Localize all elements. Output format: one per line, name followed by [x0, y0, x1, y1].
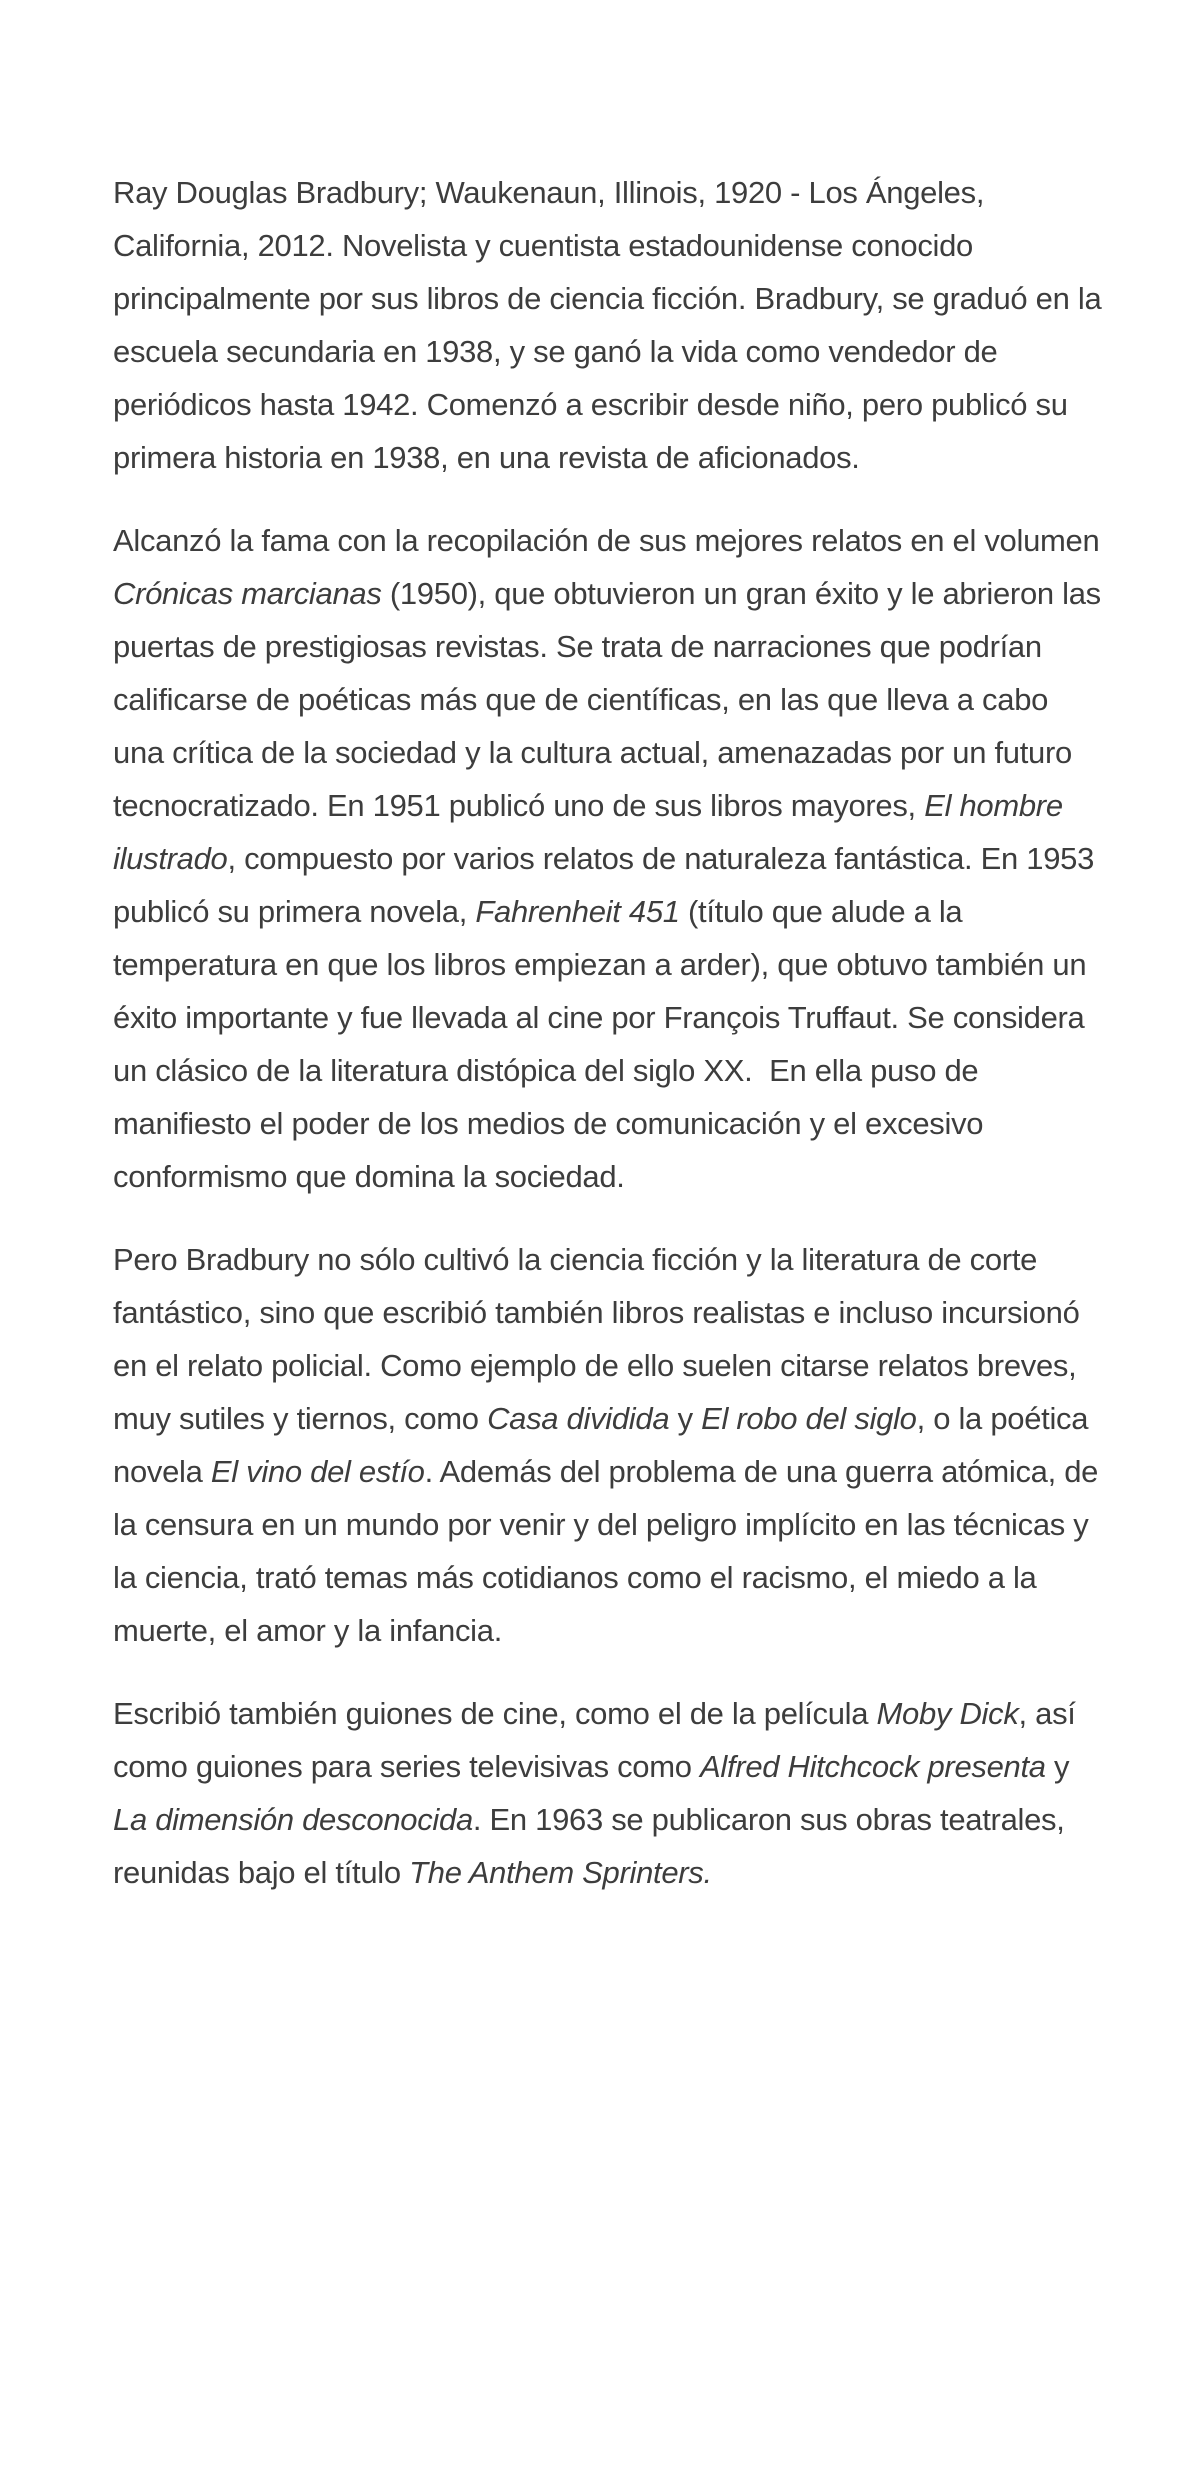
article-body — [113, 166, 1103, 1899]
text-segment: Ray Douglas Bradbury; Waukenaun, Illinois, 1920 - Los Ángeles, California, 2012. Novelista y cuentista estadounidense conocido principalmente por sus libros de ciencia ficción. Bradbury, se graduó en la escuela secundaria en 1938, y se ganó la vida como vendedor de periódicos hasta 1942. Comenzó a escribir desde niño, pero publicó su primera historia en 1938, en una revista de aficionados. — [113, 175, 1102, 475]
work-title: El hombre ilustrado — [113, 788, 1063, 876]
text-segment: (1950), que obtuvieron un gran éxito y le abrieron las puertas de prestigiosas revistas. Se trata de narraciones que podrían calificarse de poéticas más que de científicas, en las que lleva a cabo una crítica de la sociedad y la cultura actual, amenazadas por un futuro tecnocratizado. En 1951 publicó uno de sus libros mayores, — [113, 576, 1101, 823]
text-segment: (título que alude a la temperatura en que los libros empiezan a arder), que obtuvo también un éxito importante y fue llevada al cine por François Truffaut. Se considera un clásico de la literatura distópica del siglo XX. En ella puso de manifiesto el poder de los medios de comunicación y el excesivo conformismo que domina la sociedad. — [113, 894, 1087, 1194]
text-segment: . Además del problema de una guerra atómica, de la censura en un mundo por venir y del peligro implícito en las técnicas y la ciencia, trató temas más cotidianos como el racismo, el miedo a la muerte, el amor y la infancia. — [113, 1454, 1099, 1648]
paragraph — [113, 1687, 1103, 1899]
paragraph — [113, 1233, 1103, 1657]
text-segment: . En 1963 se publicaron sus obras teatrales, reunidas bajo el título — [113, 1802, 1065, 1890]
text-segment: , o la poética novela — [113, 1401, 1089, 1489]
paragraph — [113, 514, 1103, 1203]
work-title: The Anthem Sprinters. — [409, 1855, 712, 1890]
text-segment: Pero Bradbury no sólo cultivó la ciencia ficción y la literatura de corte fantástico, sino que escribió también libros realistas e incluso incursionó en el relato policial. Como ejemplo de ello suelen citarse relatos breves, muy sutiles y tiernos, como — [113, 1242, 1080, 1436]
text-segment: Escribió también guiones de cine, como el de la película — [113, 1696, 877, 1731]
paragraph — [113, 166, 1103, 484]
work-title: Fahrenheit 451 — [475, 894, 680, 929]
text-segment: y — [1045, 1749, 1070, 1784]
work-title: El vino del estío — [210, 1454, 425, 1489]
work-title: Moby Dick — [876, 1696, 1019, 1731]
text-segment: y — [669, 1401, 702, 1436]
work-title: Alfred Hitchcock presenta — [700, 1749, 1046, 1784]
text-segment: , compuesto por varios relatos de naturaleza fantástica. En 1953 publicó su primera novela, — [113, 841, 1095, 929]
text-segment: Alcanzó la fama con la recopilación de sus mejores relatos en el volumen — [113, 523, 1100, 558]
work-title: La dimensión desconocida — [113, 1802, 473, 1837]
work-title: El robo del siglo — [701, 1401, 917, 1436]
text-segment: , así como guiones para series televisivas como — [113, 1696, 1076, 1784]
work-title: Crónicas marcianas — [113, 576, 382, 611]
work-title: Casa dividida — [487, 1401, 670, 1436]
